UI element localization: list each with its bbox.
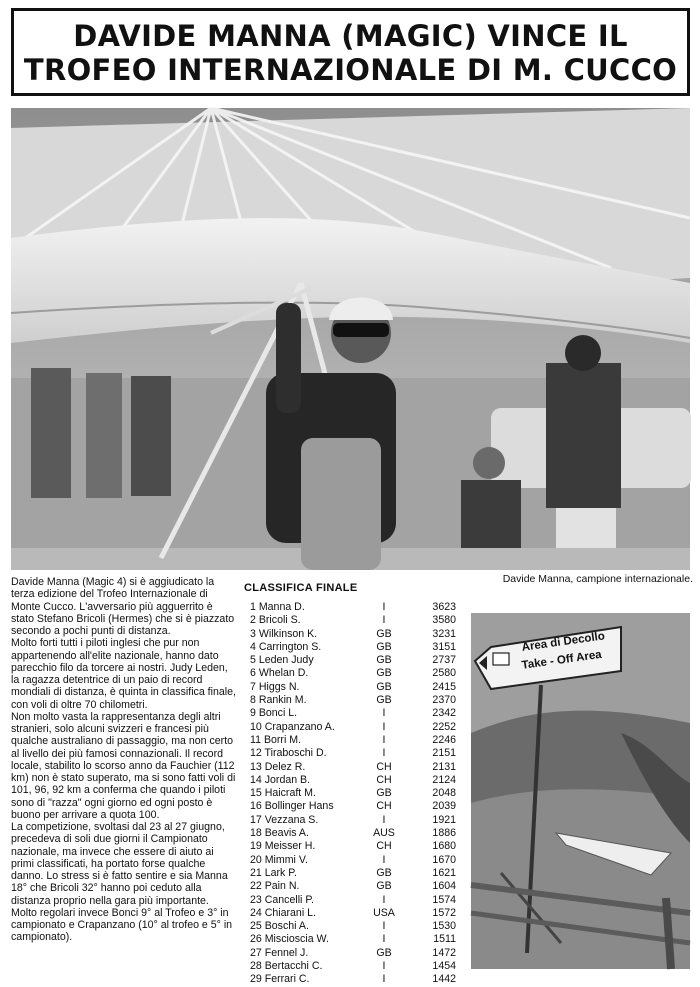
standings-row: [244, 628, 466, 641]
pilot-nation: CH: [376, 800, 392, 813]
pilot-name: 9 Bonci L.: [250, 707, 298, 720]
pilot-nation: I: [382, 920, 386, 933]
headline-line-1: DAVIDE MANNA (MAGIC) VINCE IL: [73, 19, 628, 53]
pilot-nation: GB: [376, 694, 392, 707]
hang-glider-pilot-illustration: [11, 108, 690, 570]
pilot-name: 6 Whelan D.: [250, 667, 309, 680]
standings-row: [244, 947, 466, 960]
pilot-points: 3231: [432, 627, 456, 640]
pilot-points: 2124: [432, 773, 456, 786]
pilot-name: 2 Bricoli S.: [250, 614, 301, 627]
main-photo-hang-glider-pilot: [11, 108, 690, 570]
pilot-name: 18 Beavis A.: [250, 827, 309, 840]
pilot-points: 2342: [432, 707, 456, 720]
standings-row: [244, 867, 466, 880]
pilot-nation: I: [382, 733, 386, 746]
pilot-points: 2737: [432, 654, 456, 667]
pilot-nation: GB: [376, 654, 392, 667]
pilot-points: 1921: [432, 813, 456, 826]
pilot-name: 20 Mimmi V.: [250, 853, 308, 866]
standings-row: [244, 734, 466, 747]
pilot-points: 1442: [432, 973, 456, 986]
pilot-points: 1574: [432, 893, 456, 906]
pilot-name: 25 Boschi A.: [250, 920, 309, 933]
standings-row: [244, 707, 466, 720]
sign-text-italian: Area di Decollo: [521, 630, 606, 654]
photo-caption: Davide Manna, campione internazionale.: [502, 573, 693, 585]
pilot-nation: I: [382, 707, 386, 720]
standings-table: [244, 601, 466, 987]
standings-row: [244, 787, 466, 800]
pilot-nation: I: [382, 614, 386, 627]
pilot-points: 1511: [433, 933, 456, 946]
pilot-name: 1 Manna D.: [250, 601, 305, 613]
pilot-name: 11 Borri M.: [250, 733, 302, 746]
pilot-name: 15 Haicraft M.: [250, 787, 316, 800]
pilot-nation: GB: [376, 680, 392, 693]
pilot-points: 3580: [432, 614, 456, 627]
pilot-points: 1530: [432, 920, 456, 933]
pilot-points: 1472: [432, 946, 456, 959]
pilot-points: 1886: [432, 827, 456, 840]
pilot-name: 22 Pain N.: [250, 880, 300, 893]
standings-row: [244, 800, 466, 813]
standings-row: [244, 694, 466, 707]
pilot-nation: I: [382, 933, 386, 946]
pilot-points: 1670: [432, 853, 456, 866]
standings-row: [244, 774, 466, 787]
pilot-nation: GB: [376, 787, 392, 800]
standings-row: [244, 747, 466, 760]
pilot-points: 3623: [432, 601, 456, 613]
pilot-points: 1621: [432, 866, 456, 879]
article-paragraph-3: Non molto vasta la rappresentanza degli altri stranieri, solo alcuni svizzeri e francesi più qualche australiano di passaggio, ma non certo al livello dei più famosi connazionali. Il record locale, stabilito lo scorso anno da Fauchier (112 km) non è stato superato, ma si sono fatti voli di 101, 96, 92 km a conferma che quando i piloti sono di "razza" ogni giorno ed ogni posto è buono per arrivare a quota 100.: [11, 710, 236, 821]
pilot-name: 4 Carrington S.: [250, 640, 322, 653]
pilot-points: 2580: [432, 667, 456, 680]
standings-row: [244, 654, 466, 667]
pilot-points: 1572: [432, 906, 456, 919]
pilot-nation: CH: [376, 840, 392, 853]
pilot-nation: GB: [376, 627, 392, 640]
headline-line-2: TROFEO INTERNAZIONALE DI M. CUCCO: [23, 53, 678, 87]
takeoff-area-photo: [471, 613, 690, 969]
article-body: [11, 576, 237, 944]
pilot-name: 3 Wilkinson K.: [250, 627, 318, 640]
pilot-points: 2039: [432, 800, 456, 813]
standings-row: [244, 840, 466, 853]
standings-row: [244, 614, 466, 627]
pilot-nation: GB: [376, 640, 392, 653]
pilot-points: 2370: [432, 694, 456, 707]
pilot-nation: I: [382, 973, 386, 986]
pilot-nation: I: [382, 720, 386, 733]
sign-text-english: Take - Off Area: [521, 648, 603, 672]
pilot-nation: GB: [376, 667, 392, 680]
standings-row: [244, 681, 466, 694]
standings-row: [244, 880, 466, 893]
standings-row: [244, 894, 466, 907]
pilot-name: 28 Bertacchi C.: [250, 960, 323, 973]
pilot-name: 19 Meisser H.: [250, 840, 316, 853]
pilot-name: 29 Ferrari C.: [250, 973, 310, 986]
pilot-nation: GB: [376, 946, 392, 959]
pilot-nation: I: [382, 893, 386, 906]
pilot-nation: I: [382, 853, 386, 866]
standings-row: [244, 721, 466, 734]
pilot-name: 14 Jordan B.: [250, 773, 311, 786]
pilot-points: 2252: [432, 720, 456, 733]
pilot-points: 1604: [432, 880, 456, 893]
pilot-name: 24 Chiarani L.: [250, 906, 316, 919]
standings-row: [244, 667, 466, 680]
pilot-name: 10 Crapanzano A.: [250, 720, 335, 733]
pilot-name: 5 Leden Judy: [250, 654, 314, 667]
pilot-name: 23 Cancelli P.: [250, 893, 314, 906]
pilot-nation: I: [382, 747, 386, 760]
pilot-name: 7 Higgs N.: [250, 680, 300, 693]
standings-row: [244, 601, 466, 614]
article-paragraph-2: Molto forti tutti i piloti inglesi che pur non appartenendo all'elite nazionale, hanno dato parecchio filo da torcere ai nostri. Judy Leden, la ragazza detentrice di un paio di record mondiali di distanza, è quinta in classifica finale, con voli di oltre 70 chilometri.: [11, 637, 236, 711]
pilot-points: 2415: [432, 680, 456, 693]
pilot-nation: USA: [373, 906, 395, 919]
pilot-nation: AUS: [373, 827, 395, 840]
standings-row: [244, 907, 466, 920]
pilot-name: 17 Vezzana S.: [250, 813, 319, 826]
pilot-nation: CH: [376, 760, 392, 773]
standings-row: [244, 641, 466, 654]
pilot-name: 13 Delez R.: [250, 760, 306, 773]
pilot-points: 2131: [432, 760, 456, 773]
pilot-points: 2246: [432, 733, 456, 746]
pilot-points: 1680: [432, 840, 456, 853]
pilot-nation: I: [382, 601, 386, 613]
pilot-nation: GB: [376, 880, 392, 893]
article-paragraph-1: Davide Manna (Magic 4) si è aggiudicato la terza edizione del Trofeo Internazionale di Monte Cucco. L'avversario più agguerrito è stato Stefano Bricoli (Hermes) che si è piazzato secondo a pochi punti di distanza.: [11, 576, 235, 637]
standings-row: [244, 761, 466, 774]
takeoff-sign-illustration: [471, 613, 690, 969]
pilot-nation: CH: [376, 773, 392, 786]
pilot-name: 21 Lark P.: [250, 866, 297, 879]
standings-row: [244, 920, 466, 933]
standings-row: [244, 973, 466, 986]
pilot-name: 8 Rankin M.: [250, 694, 307, 707]
pilot-name: 26 Miscioscia W.: [250, 933, 329, 946]
pilot-points: 1454: [432, 960, 456, 973]
pilot-name: 12 Tiraboschi D.: [250, 747, 327, 760]
pilot-name: 16 Bollinger Hans: [250, 800, 334, 813]
standings-row: [244, 827, 466, 840]
pilot-nation: GB: [376, 866, 392, 879]
pilot-name: 27 Fennel J.: [250, 946, 309, 959]
pilot-nation: I: [382, 813, 386, 826]
standings-row: [244, 854, 466, 867]
pilot-points: 2151: [432, 747, 456, 760]
headline-box: [11, 8, 690, 96]
final-standings-heading: CLASSIFICA FINALE: [244, 582, 358, 594]
pilot-nation: I: [382, 960, 386, 973]
final-standings: [244, 582, 466, 987]
pilot-points: 3151: [432, 640, 456, 653]
standings-row: [244, 960, 466, 973]
standings-row: [244, 814, 466, 827]
standings-row: [244, 933, 466, 946]
article-paragraph-4: La competizione, svoltasi dal 23 al 27 giugno, precedeva di soli due giorni il Campionato nazionale, ma invece che essere di aiuto ai primi classificati, ha portato forse qualche danno. Lo stress si è fatto sentire e sia Manna 18° che Bricoli 32° hanno poi ceduto alla distanza proprio nella gara più importante. Molto regolari invece Bonci 9° al Trofeo e 3° in campionato e Crapanzano (10° al trofeo e 5° in campionato).: [11, 821, 233, 944]
pilot-points: 2048: [432, 787, 456, 800]
